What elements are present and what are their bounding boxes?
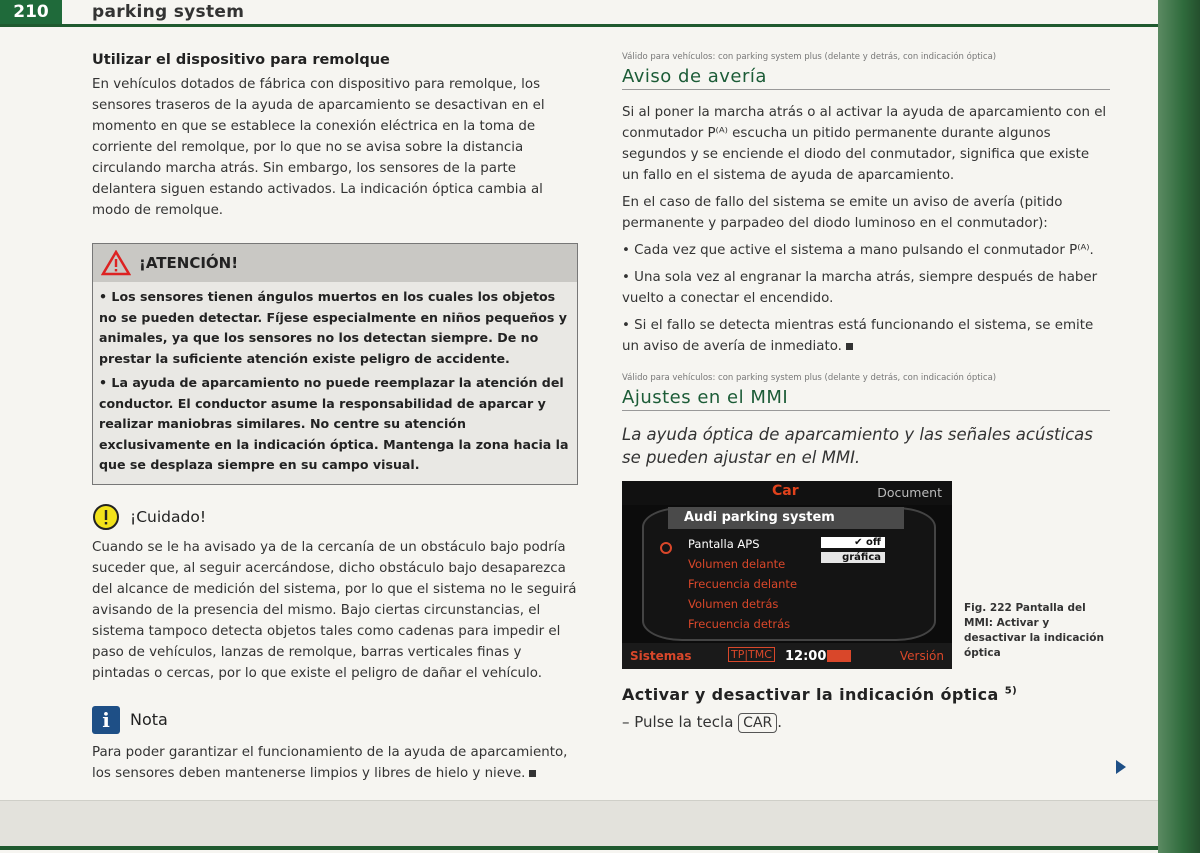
- warning-box: [92, 243, 578, 485]
- selector-icon: [660, 542, 672, 554]
- figure-caption: Fig. 222 Pantalla del MMI: Activar y desactivar la indicación óptica: [964, 602, 1104, 659]
- screen-item: Volumen delante: [688, 557, 786, 571]
- screen-item: Frecuencia detrás: [688, 617, 791, 631]
- screen-version: Versión: [899, 649, 944, 663]
- mmi-screen: [622, 481, 952, 669]
- header-rule: [0, 24, 1158, 27]
- screen-time: 12:00: [785, 649, 827, 664]
- note-title: Nota: [130, 710, 168, 729]
- caution-title: ¡Cuidado!: [130, 507, 207, 526]
- page-number: 210: [0, 0, 62, 24]
- validity-note-2: Válido para vehículos: con parking system plus (delante y detrás, con indicación óptica): [622, 373, 997, 383]
- note-text: Para poder garantizar el funcionamiento de la ayuda de aparcamiento, los sensores deben mantenerse limpios y libres de hielo y nieve.: [92, 744, 568, 781]
- mmi-lead: La ayuda óptica de aparcamiento y las señales acústicas se pueden ajustar en el MMI.: [622, 425, 1093, 467]
- figure: [622, 481, 1110, 681]
- warning-header: [93, 244, 577, 282]
- step-text: – Pulse la tecla CAR .: [622, 713, 783, 731]
- trailer-heading: Utilizar el dispositivo para remolque: [92, 52, 390, 68]
- caution-icon: [92, 503, 120, 531]
- warning-text-2: • La ayuda de aparcamiento no puede reemplazar la atención del conductor. El conductor asume la responsabilidad de aparcar y realizar maniobras similares. No centre su atención exclusivamente en la indicación óptica. Mantenga la zona hacia la que se desplaza siempre en su campo visual.: [99, 375, 569, 472]
- signal-icon: [827, 650, 851, 662]
- option-grafica: gráfica: [821, 552, 885, 563]
- fault-bullet-2: • Una sola vez al engranar la marcha atrás, siempre después de haber vuelto a conectar el encendido.: [622, 270, 1098, 306]
- screen-item: Frecuencia delante: [688, 577, 798, 591]
- chapter-title: parking system: [92, 2, 245, 22]
- warning-text-1: • Los sensores tienen ángulos muertos en los cuales los objetos no se pueden detectar. Fíjese especialmente en niños pequeños y animales, ya que los sensores no los detectan siempre. De no prestar la suficiente atención existe peligro de accidente.: [99, 289, 567, 366]
- car-key: CAR: [738, 713, 777, 733]
- fault-text-2: En el caso de fallo del sistema se emite un aviso de avería (pitido permanente y parpadeo del diodo luminoso en el conmutador):: [622, 195, 1063, 231]
- left-column: [92, 52, 578, 790]
- footer-band: [0, 800, 1158, 849]
- screen-car-label: Car: [772, 483, 799, 499]
- continue-arrow-icon: [1116, 760, 1126, 774]
- page-edge-band: [1158, 0, 1200, 853]
- screen-item: Volumen detrás: [688, 597, 779, 611]
- screen-title: Audi parking system: [668, 507, 904, 529]
- mmi-heading: Ajustes en el MMI: [622, 387, 1110, 411]
- screen-tp-tmc: TP|TMC: [728, 647, 775, 662]
- footer-rule: [0, 846, 1158, 850]
- screen-item: Pantalla APS: [688, 537, 760, 551]
- fault-text-1: Si al poner la marcha atrás o al activar la ayuda de aparcamiento con el conmutador P⁽ᴬ⁾ escucha un pitido permanente durante algunos segundos y se enciende el diodo del conmutador, significa que existe un fallo en el sistema de ayuda de aparcamiento.: [622, 105, 1107, 183]
- validity-note-1: Válido para vehículos: con parking system plus (delante y detrás, con indicación óptica): [622, 52, 997, 62]
- info-icon: i: [92, 706, 120, 734]
- fault-heading: Aviso de avería: [622, 66, 1110, 90]
- caution-text: Cuando se le ha avisado ya de la cercanía de un obstáculo bajo podría suceder que, al seguir acercándose, dicho obstáculo bajo desaparezca del alcance de medición del sistema, por lo que el sistema no le seguirá avisando de la presencia del mismo. Bajo ciertas circunstancias, el sistema tampoco detecta objetos tales como cadenas para impedir el paso de vehículos, lanzas de remolque, barras verticales finas y pintadas o cercas, por lo que existe el peligro de dañar el vehículo.: [92, 539, 577, 681]
- warning-triangle-icon: [101, 250, 131, 276]
- trailer-text: En vehículos dotados de fábrica con dispositivo para remolque, los sensores traseros de la ayuda de aparcamiento se desactivan en el momento en que se establece la conexión eléctrica en la toma de corriente del remolque, por lo que no se avisa sobre la distancia circulando marcha atrás. Sin embargo, los sensores de la parte delantera siguen estando activados. La indicación óptica cambia al modo de remolque.: [92, 77, 545, 218]
- screen-document-label: Document: [877, 485, 942, 500]
- note-header: [92, 706, 578, 734]
- warning-title: ¡ATENCIÓN!: [139, 254, 239, 272]
- option-off: ✔ off: [821, 537, 885, 548]
- right-column: [622, 52, 1110, 739]
- caution-header: [92, 503, 578, 531]
- fault-bullet-3: • Si el fallo se detecta mientras está funcionando el sistema, se emite un aviso de avería de inmediato.: [622, 318, 1094, 354]
- fault-bullet-1: • Cada vez que active el sistema a mano pulsando el conmutador P⁽ᴬ⁾.: [622, 243, 1094, 258]
- activate-heading: Activar y desactivar la indicación óptica $^{5)}$: [622, 685, 1018, 704]
- screen-sistemas: Sistemas: [630, 649, 692, 663]
